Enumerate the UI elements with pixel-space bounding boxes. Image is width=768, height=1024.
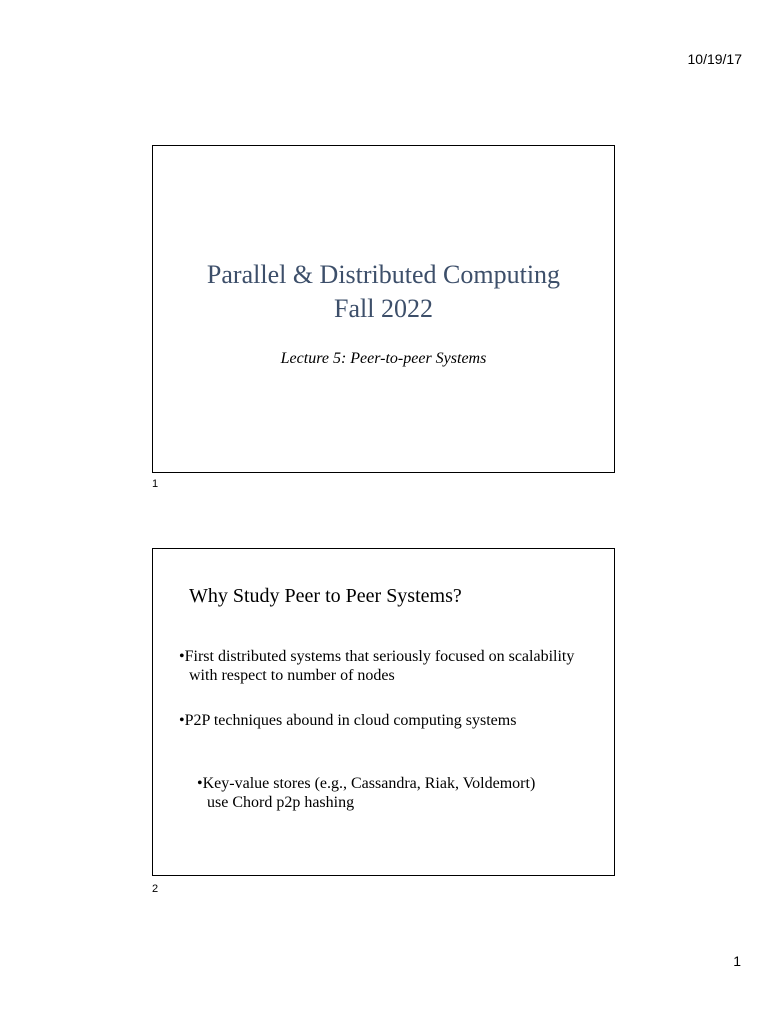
page-number: 1 [733, 953, 741, 969]
slide-2-sub-bullet-1: • Key-value stores (e.g., Cassandra, Riak, Voldemort) use Chord p2p hashing [197, 774, 547, 812]
slide-2-bullet-2: • P2P techniques abound in cloud computing systems [179, 711, 569, 730]
slide-1-title-line2: Fall 2022 [334, 294, 433, 323]
slide-1-title-line1: Parallel & Distributed Computing [206, 260, 561, 289]
slide-2-number: 2 [152, 883, 159, 895]
slide-1-subtitle: Lecture 5: Peer-to-peer Systems [280, 350, 487, 367]
slide-2-bullet-1: • First distributed systems that seriously focused on scalability with respect to number of nodes [179, 647, 589, 685]
slide-1-title [153, 258, 614, 326]
slide-2-title: Why Study Peer to Peer Systems? [189, 585, 462, 607]
slide-1-number: 1 [152, 478, 159, 490]
slide-1 [152, 145, 615, 473]
slide-2 [152, 548, 615, 876]
header-date: 10/19/17 [687, 51, 742, 67]
